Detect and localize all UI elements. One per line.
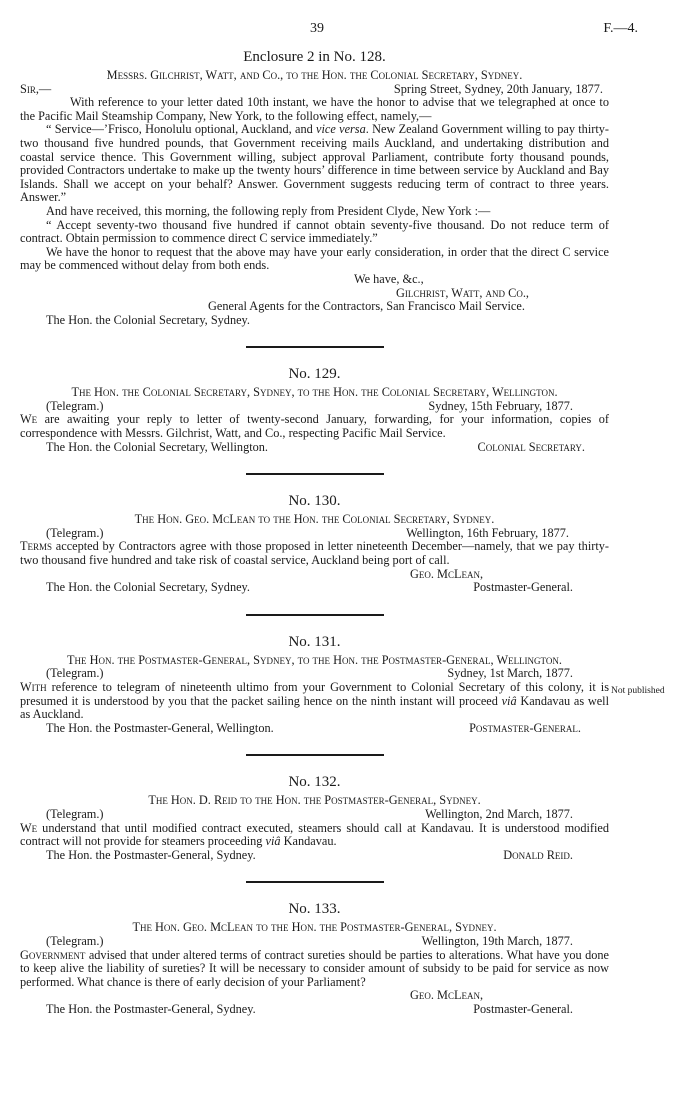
signatory-role: Postmaster-General. (473, 1001, 573, 1016)
section-divider (246, 881, 384, 883)
section-title: Enclosure 2 in No. 128. (243, 49, 386, 65)
first-word: We (20, 412, 38, 427)
addressee: The Hon. the Colonial Secretary, Sydney. (46, 312, 250, 327)
telegram-row (20, 527, 609, 541)
telegram-body (20, 822, 609, 849)
body-text: Kandavau as well as Auckland. (20, 693, 609, 722)
correspondence-heading: The Hon. Geo. McLean to the Hon. the Colonial Secretary, Sydney. (134, 512, 495, 527)
addressee: The Hon. the Colonial Secretary, Sydney. (46, 580, 250, 595)
telegram-row (20, 935, 609, 949)
paper-reference: F.—4. (603, 21, 638, 36)
signatory-role: Postmaster-General. (473, 580, 573, 595)
letter-paragraph: We have the honor to request that the above may have your early consideration, in order that the direct C service may be commenced without delay from both ends. (20, 244, 609, 273)
place-date: Wellington, 16th February, 1877. (406, 525, 569, 540)
signature-row (20, 722, 609, 736)
section-title: No. 129. (288, 366, 341, 383)
place-date: Wellington, 19th March, 1877. (421, 933, 573, 948)
telegram-label: (Telegram.) (46, 806, 104, 821)
correspondence-heading: The Hon. the Colonial Secretary, Sydney, to the Hon. the Colonial Secretary, Wellington. (71, 385, 558, 400)
no-132 (20, 773, 609, 862)
no-133 (20, 900, 609, 1016)
telegram-label: (Telegram.) (46, 933, 104, 948)
signature-row (20, 849, 609, 863)
quote-italic: vice versa (316, 122, 366, 137)
place-date: Sydney, 15th February, 1877. (428, 398, 573, 413)
no-129 (20, 365, 609, 454)
telegram-row (20, 667, 609, 681)
margin-note: Not published (611, 685, 665, 696)
body-text: Kandavau. (280, 834, 337, 849)
addressee: The Hon. the Postmaster-General, Wellington. (46, 720, 274, 735)
no-130 (20, 492, 609, 595)
first-word: We (20, 820, 38, 835)
body-italic: viâ (265, 834, 281, 849)
section-title: No. 131. (288, 633, 341, 650)
telegram-body (20, 540, 609, 567)
salutation-row (20, 83, 609, 97)
section-divider (246, 754, 384, 756)
signatory: Donald Reid. (503, 847, 573, 862)
signatory: Geo. McLean, (410, 566, 484, 581)
salutation: Sir,— (20, 81, 52, 96)
body-text: accepted by Contractors agree with those proposed in letter nineteenth December—namely, that we pay thirty-two thousand five hundred and take risk of coastal service, Auckland being port of call. (20, 539, 609, 568)
page-header (0, 22, 700, 42)
correspondence-heading: The Hon. D. Reid to the Hon. the Postmaster-General, Sydney. (148, 793, 481, 808)
quoted-telegram (20, 123, 609, 205)
first-word: Government (20, 947, 86, 962)
signature-row (20, 441, 609, 455)
signature-row (20, 581, 609, 595)
first-word: With (20, 680, 47, 694)
telegram-body (20, 681, 609, 722)
place-date: Wellington, 2nd March, 1877. (425, 806, 573, 821)
section-divider (246, 346, 384, 348)
page-body (20, 48, 665, 1017)
place-date: Spring Street, Sydney, 20th January, 1877. (393, 81, 603, 96)
signatory: Geo. McLean, (410, 988, 484, 1003)
addressee: The Hon. the Postmaster-General, Sydney. (46, 847, 256, 862)
correspondence-heading: The Hon. the Postmaster-General, Sydney, to the Hon. the Postmaster-General, Wellington. (67, 652, 562, 667)
section-divider (246, 473, 384, 475)
section-title: No. 132. (288, 774, 341, 791)
telegram-row (20, 400, 609, 414)
signatory: Colonial Secretary. (477, 439, 585, 454)
section-title: No. 130. (288, 493, 341, 510)
first-word: Terms (20, 539, 53, 554)
body-text: reference to telegram of nineteenth ultimo from your Government to Colonial Secretary of this colony, it is presumed it is understood by you that the packet sailing hence on the ninth instant will proceed (20, 680, 609, 708)
correspondence-heading: Messrs. Gilchrist, Watt, and Co., to the Hon. the Colonial Secretary, Sydney. (106, 68, 523, 82)
page-number: 39 (310, 21, 324, 36)
closing: We have, &c., (354, 271, 424, 286)
signatory: Postmaster-General. (469, 720, 581, 735)
correspondence-heading: The Hon. Geo. McLean to the Hon. the Postmaster-General, Sydney. (132, 920, 497, 935)
place-date: Sydney, 1st March, 1877. (447, 666, 573, 681)
body-text: understand that until modified contract executed, steamers should call at Kandavau. It is understood modified contract will not provide for steamers proceeding (20, 820, 609, 849)
letter-paragraph: And have received, this morning, the following reply from President Clyde, New York :— (46, 203, 491, 218)
telegram-label: (Telegram.) (46, 666, 104, 681)
quoted-reply: “ Accept seventy-two thousand five hundred if cannot obtain seventy-five thousand. Do not reduce term of contract. Obtain permission to commence direct C service immediately.” (20, 217, 609, 246)
quote-text: “ Service—’Frisco, Honolulu optional, Auckland, and (46, 122, 317, 137)
addressee: The Hon. the Postmaster-General, Sydney. (46, 1001, 256, 1016)
addressee: The Hon. the Colonial Secretary, Wellington. (46, 439, 269, 454)
telegram-row (20, 808, 609, 822)
section-divider (246, 614, 384, 616)
body-italic: viâ (501, 693, 517, 708)
signatory-role: General Agents for the Contractors, San Francisco Mail Service. (208, 299, 525, 314)
telegram-body (20, 949, 609, 990)
section-title: No. 133. (288, 901, 341, 918)
body-text: advised that under altered terms of contract sureties should be parties to alterations. What have you done to keep alive the liability of sureties? It will be necessary to consider amount of subsidy to be paid for service as now performed. What chance is there of early decision of your Parliament? (20, 947, 609, 989)
telegram-label: (Telegram.) (46, 398, 104, 413)
body-text: are awaiting your reply to letter of twenty-second January, forwarding, for your information, copies of correspondence with Messrs. Gilchrist, Watt, and Co., respecting Pacific Mail Service. (20, 412, 609, 441)
letter-paragraph: With reference to your letter dated 10th instant, we have the honor to advise that we telegraphed at once to the Pacific Mail Steamship Company, New York, to the following effect, namely,— (20, 95, 609, 123)
signatory: Gilchrist, Watt, and Co., (396, 285, 529, 300)
telegram-body (20, 413, 609, 440)
no-131 (20, 633, 665, 736)
telegram-label: (Telegram.) (46, 525, 104, 540)
quote-text: . New Zealand Government willing to pay thirty-two thousand five hundred pounds, that Government receiving mails Auckland, and undertaking distribution and coastal service thence. This Government willing, subject approval Parliament, contribute forty thousand pounds, provided Contractors undertake to make up the twenty hours’ difference in time between service by Auckland and Bay Islands. Shall we accept on your behalf? Answer. Government suggests reducing term of contract to three years. Answer.” (20, 122, 609, 205)
signature-row (20, 1003, 609, 1017)
enclosure-128 (20, 48, 609, 327)
